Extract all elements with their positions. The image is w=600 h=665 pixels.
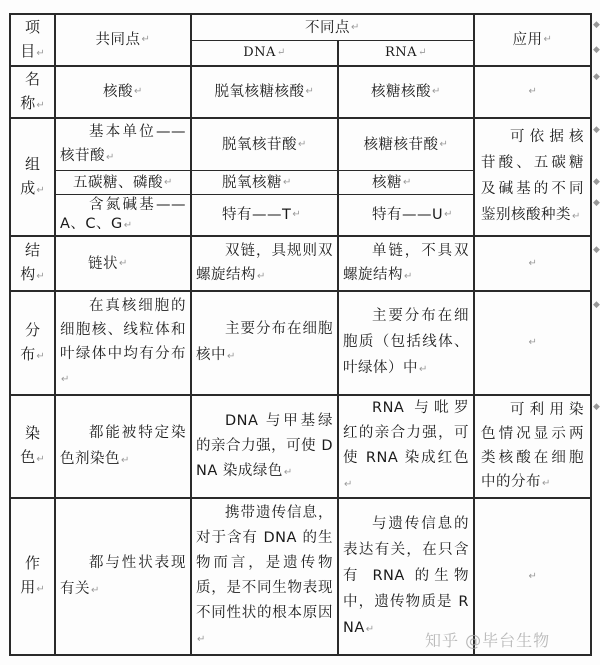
- distribution-dna-text: 主要分布在细胞核中: [196, 321, 333, 363]
- composition-base-rna-text: 特有——U: [372, 207, 444, 223]
- paragraph-mark-icon: ↵: [141, 34, 151, 45]
- row-label-function-char-2: 用: [20, 578, 36, 596]
- row-label-name-char-2: 称: [20, 93, 36, 112]
- staining-rna-text: RNA 与吡罗红的亲合力强，可使 RNA 染成红色: [343, 400, 469, 466]
- paragraph-mark-icon: ↵: [36, 454, 45, 465]
- distribution-rna: [339, 292, 473, 394]
- name-application: [475, 67, 590, 117]
- paragraph-mark-icon: ↵: [61, 374, 70, 385]
- header-different-text: 不同点: [305, 19, 351, 36]
- row-label-composition-char-1: 组: [24, 154, 40, 173]
- header-item: [11, 15, 54, 65]
- table-border-bottom: [9, 654, 591, 656]
- structure-rna-text: 单链，不具双螺旋结构: [343, 242, 469, 283]
- composition-unit-rna: [339, 119, 473, 170]
- name-common-text: 核酸: [103, 84, 134, 100]
- distribution-dna: [192, 292, 337, 394]
- staining-dna: [192, 396, 337, 497]
- name-rna: [339, 67, 473, 117]
- paragraph-mark-icon: ↵: [36, 99, 45, 111]
- paragraph-mark-icon: ↵: [283, 176, 292, 188]
- paragraph-mark-icon: ↵: [36, 350, 45, 362]
- row-end-mark-icon: ◆: [593, 45, 600, 55]
- paragraph-mark-icon: ↵: [418, 47, 427, 58]
- header-item-char-2: 目: [20, 41, 36, 60]
- paragraph-mark-icon: ↵: [227, 351, 236, 362]
- paragraph-mark-icon: ↵: [197, 634, 206, 645]
- paragraph-mark-icon: ↵: [121, 454, 130, 466]
- composition-base-dna-text: 特有——T: [222, 207, 292, 223]
- paragraph-mark-icon: ↵: [528, 257, 538, 269]
- header-application-text: 应用: [512, 32, 543, 48]
- paragraph-mark-icon: ↵: [119, 257, 128, 269]
- composition-unit-common: [56, 119, 190, 170]
- row-label-composition-char-2: 成: [20, 178, 36, 197]
- name-common: [56, 67, 190, 117]
- row-label-function-char-1: 作: [24, 554, 40, 572]
- row-label-staining-char-2-wrap: [20, 445, 44, 472]
- paragraph-mark-icon: ↵: [404, 270, 413, 282]
- paragraph-mark-icon: ↵: [106, 151, 115, 163]
- row-label-composition-char-2-wrap: [20, 176, 44, 203]
- paragraph-mark-icon: ↵: [572, 211, 581, 222]
- name-rna-text: 核糖核酸: [371, 84, 432, 100]
- paragraph-mark-icon: ↵: [305, 86, 315, 97]
- header-common: [56, 15, 190, 65]
- structure-application: [475, 237, 590, 290]
- row-label-name: [11, 67, 54, 117]
- paragraph-mark-icon: ↵: [36, 47, 45, 59]
- watermark: 知乎 @毕台生物: [425, 631, 551, 650]
- structure-dna: [192, 237, 337, 290]
- name-dna: [192, 67, 337, 117]
- paragraph-mark-icon: ↵: [283, 466, 293, 478]
- staining-rna: [339, 396, 473, 497]
- staining-dna-text: DNA 与甲基绿的亲合力强，可使 DNA 染成绿色: [196, 412, 333, 479]
- paragraph-mark-icon: ↵: [432, 86, 441, 97]
- function-dna: [192, 499, 337, 654]
- row-end-mark-icon: ◆: [593, 198, 600, 208]
- function-common-text: 都与性状表现有关: [60, 554, 186, 597]
- composition-sugar-rna: [339, 171, 473, 194]
- composition-sugar-dna: [192, 171, 337, 194]
- row-end-mark-icon: ◆: [593, 177, 600, 187]
- paragraph-mark-icon: ↵: [528, 86, 538, 97]
- composition-sugar-common: [56, 171, 190, 194]
- composition-unit-common-text: 基本单位——核苷酸: [60, 123, 186, 164]
- header-dna-text: DNA: [243, 45, 276, 60]
- distribution-common: [56, 292, 190, 394]
- composition-sugar-rna-text: 核糖: [372, 174, 402, 191]
- row-label-name-char-1: 名: [24, 69, 40, 88]
- composition-base-common-text: 含氮碱基——A、C、G: [60, 196, 186, 232]
- row-label-staining-char-2: 色: [20, 448, 36, 466]
- row-label-structure-char-2-wrap: [20, 262, 44, 289]
- function-dna-text: 携带遗传信息，对于含有 DNA 的生物而言，是遗传物质，是不同生物表现不同性状的根本原因: [196, 505, 333, 621]
- composition-base-dna: [192, 195, 337, 235]
- row-label-structure-char-2: 构: [20, 265, 36, 283]
- paragraph-mark-icon: ↵: [36, 184, 45, 196]
- row-end-mark-icon: ◆: [593, 72, 600, 82]
- composition-unit-dna-text: 脱氧核苷酸: [222, 136, 298, 153]
- staining-application-text: 可利用染色情况显示两类核酸在细胞中的分布: [481, 401, 584, 490]
- paragraph-mark-icon: ↵: [528, 570, 538, 582]
- composition-application: [475, 119, 590, 235]
- header-rna: [339, 41, 473, 65]
- paragraph-mark-icon: ↵: [543, 34, 553, 45]
- composition-application-text: 可依据核苷酸、五碳糖及碱基的不同鉴别核酸种类: [481, 129, 584, 223]
- header-different: [192, 15, 473, 40]
- row-label-distribution-char-1: 分: [24, 320, 40, 339]
- row-end-mark-icon: ◆: [593, 245, 600, 255]
- row-label-composition: [11, 119, 54, 235]
- composition-sugar-common-text: 五碳糖、磷酸: [73, 174, 164, 191]
- structure-common: [56, 237, 190, 290]
- table-border-right: [590, 13, 592, 656]
- function-rna-text: 与遗传信息的表达有关，在只含有 RNA 的生物中，遗传物质是 RNA: [343, 515, 469, 636]
- staining-common-text: 都能被特定染色剂染色: [60, 424, 186, 467]
- row-label-distribution-char-2: 布: [20, 344, 36, 363]
- paragraph-mark-icon: ↵: [292, 209, 302, 220]
- staining-application: [475, 396, 590, 497]
- paragraph-mark-icon: ↵: [91, 584, 100, 596]
- composition-sugar-dna-text: 脱氧核糖: [222, 174, 282, 191]
- row-label-function-char-2-wrap: [20, 575, 44, 602]
- paragraph-mark-icon: ↵: [134, 86, 143, 97]
- paragraph-mark-icon: ↵: [542, 477, 551, 489]
- row-label-structure-char-1: 结: [24, 241, 40, 259]
- paragraph-mark-icon: ↵: [164, 176, 173, 188]
- row-label-name-char-2-wrap: [20, 91, 44, 118]
- header-item-char-2-wrap: [20, 39, 44, 66]
- row-label-staining: [11, 396, 54, 497]
- row-end-mark-icon: ◆: [593, 402, 600, 412]
- paragraph-mark-icon: ↵: [444, 209, 454, 220]
- row-end-mark-icon: ◆: [593, 20, 600, 30]
- row-end-mark-icon: ◆: [593, 300, 600, 310]
- paragraph-mark-icon: ↵: [439, 138, 449, 150]
- paragraph-mark-icon: ↵: [257, 270, 266, 282]
- paragraph-mark-icon: ↵: [403, 176, 412, 188]
- paragraph-mark-icon: ↵: [419, 364, 428, 375]
- paragraph-mark-icon: ↵: [298, 138, 307, 150]
- composition-unit-rna-text: 核糖核苷酸: [363, 136, 439, 153]
- row-label-distribution: [11, 292, 54, 394]
- row-end-mark-icon: ◆: [593, 125, 600, 135]
- distribution-rna-text: 主要分布在细胞质（包括线体、叶绿体）中: [343, 308, 469, 376]
- paragraph-mark-icon: ↵: [36, 271, 45, 282]
- paragraph-mark-icon: ↵: [528, 337, 538, 348]
- distribution-application: [475, 292, 590, 394]
- row-label-function: [11, 499, 54, 654]
- row-label-staining-char-1: 染: [24, 424, 40, 442]
- name-dna-text: 脱氧核糖核酸: [214, 84, 305, 100]
- row-label-distribution-char-2-wrap: [20, 342, 44, 369]
- paragraph-mark-icon: ↵: [123, 219, 133, 231]
- composition-base-rna: [339, 195, 473, 235]
- paragraph-mark-icon: ↵: [351, 21, 360, 33]
- header-dna: [192, 41, 337, 65]
- paragraph-mark-icon: ↵: [344, 479, 353, 490]
- header-common-text: 共同点: [95, 32, 141, 48]
- structure-dna-text: 双链，具规则双螺旋结构: [196, 242, 333, 283]
- row-label-structure: [11, 237, 54, 290]
- function-common: [56, 499, 190, 654]
- composition-unit-dna: [192, 119, 337, 170]
- structure-rna: [339, 237, 473, 290]
- header-rna-text: RNA: [385, 45, 418, 60]
- composition-base-common: [56, 195, 190, 235]
- header-application: [475, 15, 590, 65]
- distribution-common-text: 在真核细胞的细胞核、线粒体和叶绿体中均有分布: [60, 298, 186, 362]
- header-item-char-1: 项: [24, 17, 40, 36]
- paragraph-mark-icon: ↵: [36, 584, 45, 595]
- structure-common-text: 链状: [88, 255, 118, 272]
- paragraph-mark-icon: ↵: [276, 47, 286, 58]
- staining-common: [56, 396, 190, 497]
- paragraph-mark-icon: ↵: [365, 623, 375, 635]
